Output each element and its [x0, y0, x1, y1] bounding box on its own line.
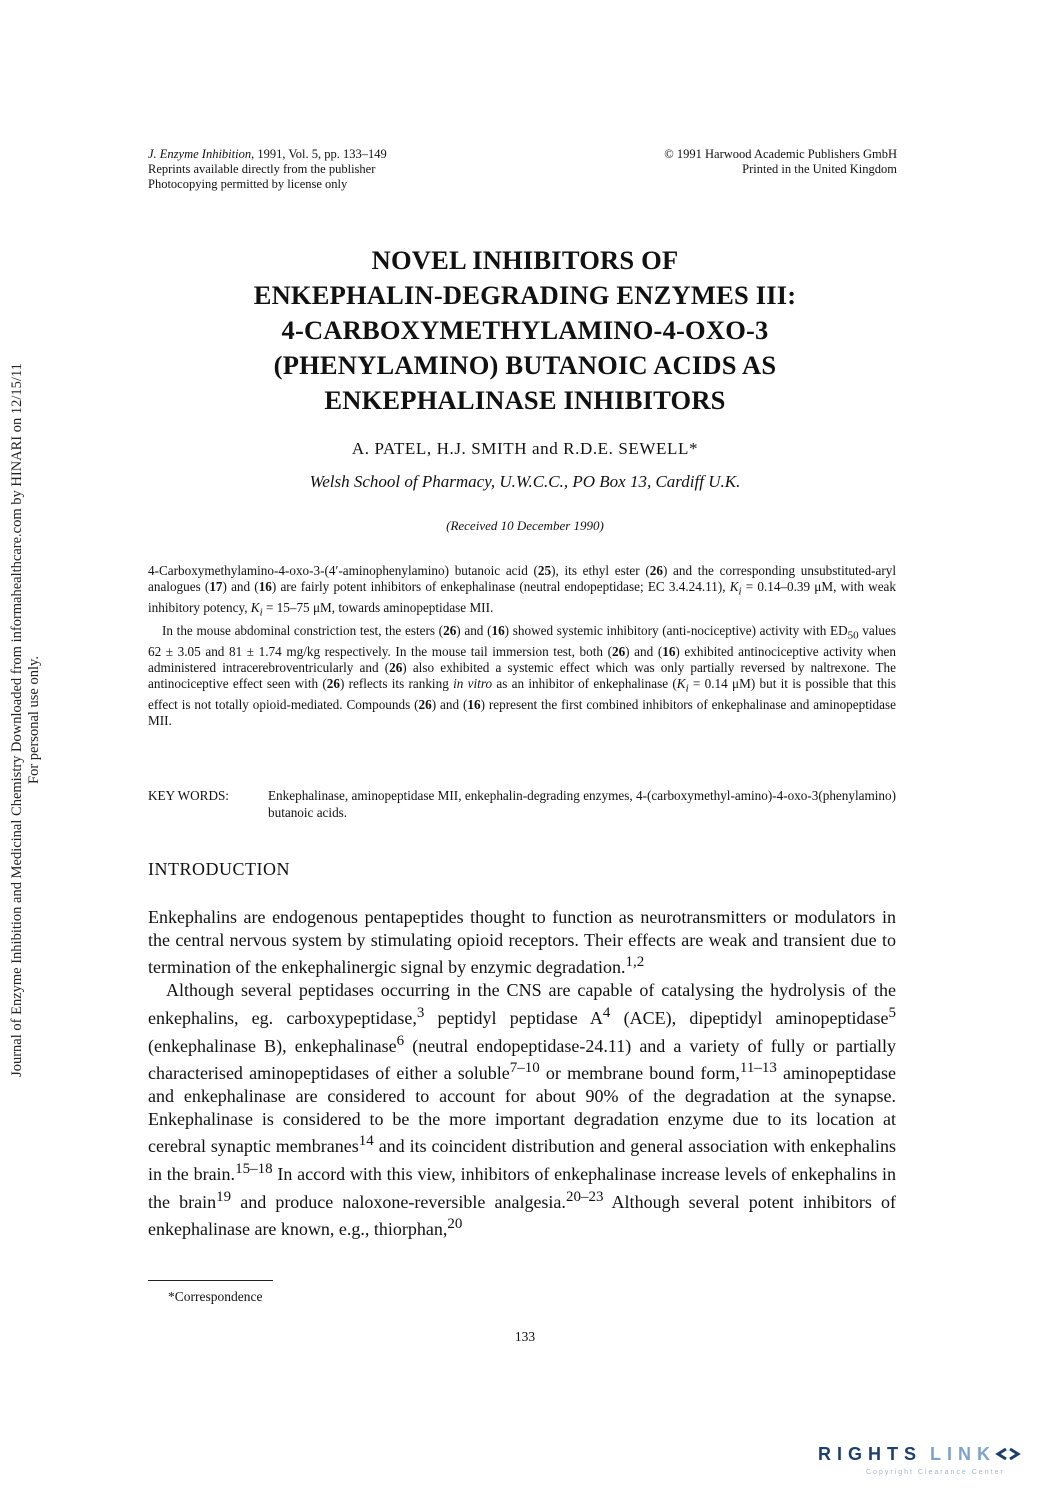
journal-citation: [148, 147, 387, 162]
authors: A. PATEL, H.J. SMITH and R.D.E. SEWELL*: [351, 439, 699, 458]
watermark-line-1: Journal of Enzyme Inhibition and Medicinal Chemistry Downloaded from informahealthcare.com by HINARI on 12/15/11: [9, 363, 25, 1077]
header-right: [664, 147, 897, 177]
logo-text-light: LINK: [930, 1444, 996, 1464]
logo-chevron-right: [1010, 1449, 1018, 1459]
logo-text-dark: RIGHTS: [818, 1444, 923, 1464]
rightslink-logo: [818, 1437, 1028, 1479]
received-date: (Received 10 December 1990): [446, 518, 604, 533]
printed-note: Printed in the United Kingdom: [742, 162, 897, 176]
title-line: ENKEPHALIN-DEGRADING ENZYMES III:: [253, 280, 797, 310]
title-line: ENKEPHALINASE INHIBITORS: [324, 385, 726, 415]
body-paragraph-1: Enkephalins are endogenous pentapeptides thought to function as neurotransmitters or modulators in the central nervous system by stimulating opioid receptors. Their effects are weak and transient due to termination of the enkephalinergic signal by enzymic degradation.$^{1,2}$: [148, 907, 896, 978]
logo-subtext: Copyright Clearance Center: [866, 1469, 1005, 1476]
keywords-text: Enkephalinase, aminopeptidase MII, enkephalin-degrading enzymes, 4-(carboxymethyl-amino)-4-oxo-3(phenylamino) butanoic acids.: [268, 788, 896, 820]
copyright-note: © 1991 Harwood Academic Publishers GmbH: [664, 147, 897, 161]
keywords: [148, 788, 896, 821]
footnote-rule: [148, 1280, 273, 1281]
abstract-paragraph-2: In the mouse abdominal constriction test, the esters (26) and (16) showed systemic inhibitory (anti-nociceptive) activity with $ED_{50}$ values 62 ± 3.05 and 81 ± 1.74 mg/kg respectively. In the mouse tail immersion test, both (26) and (16) exhibited antinociceptive activity when administered intracerebroventricularly and (26) also exhibited a systemic effect which was only partially reversed by naltrexone. The antinociceptive effect seen with (26) reflects its ranking in vitro as an inhibitor of enkephalinase ($K_i = 0.14$ μM) but it is possible that this effect is not totally opioid-mediated. Compounds (26) and (16) represent the first combined inhibitors of enkephalinase and aminopeptidase MII.: [148, 622, 897, 729]
section-heading: INTRODUCTION: [148, 859, 290, 879]
body-text: [148, 906, 896, 1241]
footnote: *Correspondence: [168, 1289, 263, 1304]
affiliation: Welsh School of Pharmacy, U.W.C.C., PO Box 13, Cardiff U.K.: [309, 472, 741, 491]
logo-chevron-left: [998, 1449, 1006, 1459]
body-paragraph-2: Although several peptidases occurring in the CNS are capable of catalysing the hydrolysis of the enkephalins, eg. carboxypeptidase,$^3$ peptidyl peptidase $A^4$ (ACE), dipeptidyl aminopeptidase$^5$ (enkephalinase B), enkephalinase$^6$ (neutral endopeptidase-24.11) and a variety of fully or partially characterised aminopeptidases of either a soluble$^{7-10}$ or membrane bound form,$^{11-13}$ aminopeptidase and enkephalinase are considered to account for about 90% of the degradation at the synapse. Enkephalinase is considered to be the more important degradation enzyme due to its location at cerebral synaptic membranes$^{14}$ and its coincident distribution and general association with enkephalins in the brain.$^{15-18}$ In accord with this view, inhibitors of enkephalinase increase levels of enkephalins in the brain$^{19}$ and produce naloxone-reversible analgesia.$^{20-23}$ Although several potent inhibitors of enkephalinase are known, e.g., thiorphan,$^{20}$: [148, 980, 897, 1240]
page-number: 133: [514, 1329, 536, 1344]
keywords-label: KEY WORDS:: [148, 788, 229, 803]
abstract-paragraph-1: 4-Carboxymethylamino-4-oxo-3-(4′-aminophenylamino) butanoic acid (25), its ethyl ester (26) and the corresponding unsubstituted-aryl analogues (17) and (16) are fairly potent inhibitors of enkephalinase (neutral endopeptidase; EC 3.4.24.11), $K_i = 0.14-0.39$ μM, with weak inhibitory potency, $K_i = 15-75$ μM, towards aminopeptidase MII.: [148, 563, 897, 619]
title-line: NOVEL INHIBITORS OF: [371, 245, 679, 275]
header-left: [148, 147, 387, 192]
watermark-line-2: For personal use only.: [26, 656, 42, 784]
rightslink-logo-graphic: [818, 1437, 1028, 1479]
title-line: 4-CARBOXYMETHYLAMINO-4-OXO-3: [281, 315, 769, 345]
journal-name: J. Enzyme Inhibition: [148, 147, 252, 161]
abstract: [148, 563, 896, 731]
photocopy-note: Photocopying permitted by license only: [148, 177, 348, 191]
title-line: (PHENYLAMINO) BUTANOIC ACIDS AS: [273, 350, 777, 380]
side-watermark: [0, 0, 46, 1501]
journal-volume: , 1991, Vol. 5, pp. 133–149: [251, 147, 387, 161]
reprints-note: Reprints available directly from the publisher: [148, 162, 376, 176]
article-title: [150, 243, 900, 418]
